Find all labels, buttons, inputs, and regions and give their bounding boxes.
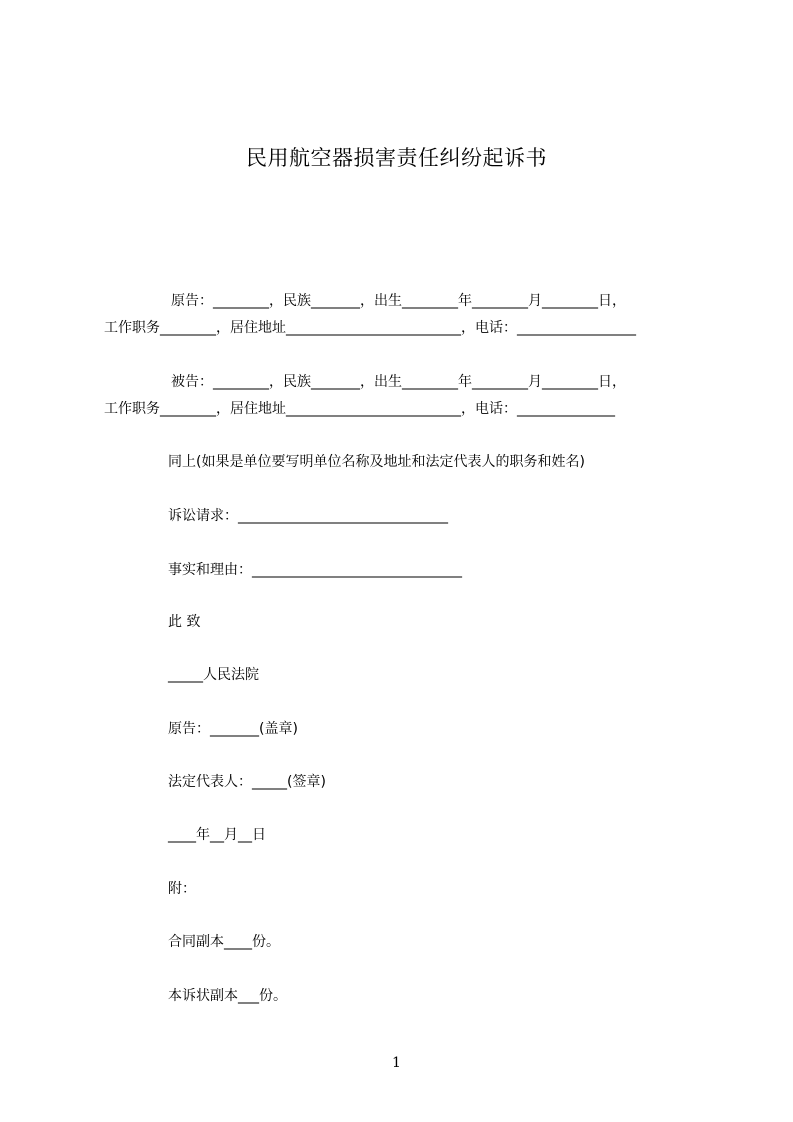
claims-line: 诉讼请求：______________________________ <box>168 508 448 524</box>
unit-note: 同上(如果是单位要写明单位名称及地址和法定代表人的职务和姓名) <box>168 454 585 470</box>
salutation: 此 致 <box>168 614 201 630</box>
attachment-item-2: 本诉状副本___份。 <box>168 988 287 1004</box>
date-line: ____年__月__日 <box>168 827 266 843</box>
plaintiff-signature: 原告：_______(盖章) <box>168 721 298 737</box>
defendant-line-2: 工作职务________，居住地址_________________________，电话：______________ <box>104 401 615 417</box>
document-title: 民用航空器损害责任纠纷起诉书 <box>246 146 547 170</box>
plaintiff-line-1: 原告：________，民族_______，出生________年________月________日， <box>171 293 626 309</box>
court-line: _____人民法院 <box>168 667 259 683</box>
plaintiff-line-2: 工作职务________，居住地址_________________________，电话：_________________ <box>104 320 636 336</box>
defendant-line-1: 被告：________，民族_______，出生________年________月________日， <box>171 374 626 390</box>
facts-line: 事实和理由：______________________________ <box>168 562 462 578</box>
attachment-label: 附： <box>168 881 196 897</box>
page-number: 1 <box>392 1055 401 1071</box>
attachment-item-1: 合同副本____份。 <box>168 934 280 950</box>
legal-rep-signature: 法定代表人：_____(签章) <box>168 774 326 790</box>
